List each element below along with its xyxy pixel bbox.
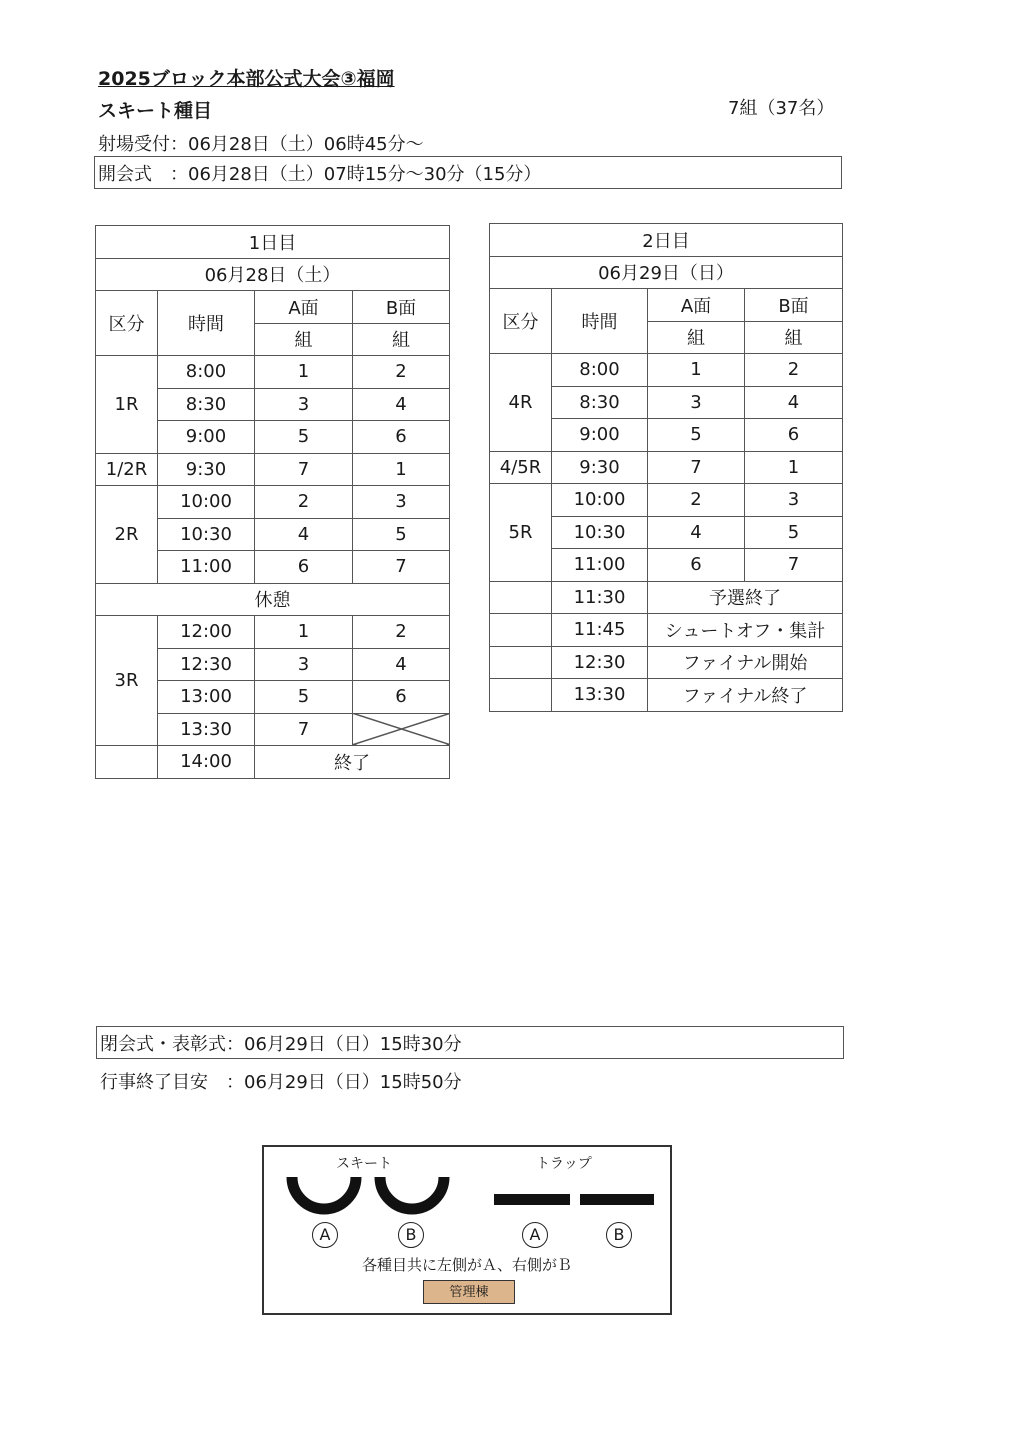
group-b-cell: 5	[353, 518, 450, 551]
trap-b-marker: B	[606, 1222, 632, 1248]
day1-title: 1日目	[96, 226, 450, 259]
time-cell: 13:00	[158, 681, 255, 714]
group-b-cell: 3	[745, 484, 843, 517]
skeet-b-marker: B	[398, 1222, 424, 1248]
empty-cell	[490, 679, 552, 712]
group-a-cell: 1	[255, 616, 353, 649]
header-b-face: B面	[353, 291, 450, 324]
group-a-cell: 6	[648, 549, 745, 582]
group-b-cell: 6	[353, 681, 450, 714]
header-a-face: A面	[648, 289, 745, 322]
break-row	[96, 583, 450, 616]
end-label: 終了	[255, 746, 450, 779]
time-cell: 13:30	[552, 679, 648, 712]
time-cell: 10:00	[158, 486, 255, 519]
legend-note: 各種目共に左側がＡ、右側がＢ	[361, 1256, 572, 1274]
time-cell: 12:30	[158, 648, 255, 681]
empty-cell	[490, 614, 552, 647]
crossed-out-cell	[353, 713, 450, 746]
closing-ceremony	[96, 1026, 844, 1059]
group-b-cell: 1	[353, 453, 450, 486]
group-b-cell: 3	[353, 486, 450, 519]
group-b-cell: 4	[353, 648, 450, 681]
group-b-cell: 5	[745, 516, 843, 549]
group-a-cell: 5	[255, 681, 353, 714]
round-label: 1/2R	[96, 453, 158, 486]
opening-ceremony-text: 開会式 ：06月28日（土）07時15分～30分（15分）	[98, 163, 542, 185]
group-a-cell: 3	[255, 648, 353, 681]
group-b-cell: 2	[353, 356, 450, 389]
time-cell: 9:00	[552, 419, 648, 452]
header-time: 時間	[552, 289, 648, 354]
time-cell: 10:30	[552, 516, 648, 549]
time-cell: 8:00	[158, 356, 255, 389]
table-row	[96, 356, 450, 389]
table-row	[490, 354, 843, 387]
event-row	[490, 679, 843, 712]
time-cell: 9:30	[158, 453, 255, 486]
time-cell: 8:30	[158, 388, 255, 421]
table-row	[96, 453, 450, 486]
opening-ceremony	[94, 156, 842, 189]
day1-schedule-table	[95, 225, 450, 779]
group-b-cell: 6	[353, 421, 450, 454]
group-a-cell: 3	[255, 388, 353, 421]
group-b-cell: 2	[745, 354, 843, 387]
admin-building-label: 管理棟	[423, 1280, 515, 1304]
round-label: 1R	[96, 356, 158, 454]
group-a-cell: 3	[648, 386, 745, 419]
time-cell: 9:30	[552, 451, 648, 484]
header-group-b: 組	[745, 321, 843, 354]
group-a-cell: 5	[255, 421, 353, 454]
group-a-cell: 7	[255, 713, 353, 746]
table-row	[490, 484, 843, 517]
time-cell: 13:30	[158, 713, 255, 746]
header-b-face: B面	[745, 289, 843, 322]
break-label: 休憩	[96, 583, 450, 616]
group-a-cell: 4	[255, 518, 353, 551]
header-group-b: 組	[353, 323, 450, 356]
group-b-cell: 7	[353, 551, 450, 584]
header-group-a: 組	[648, 321, 745, 354]
group-a-cell: 1	[648, 354, 745, 387]
closing-ceremony-text: 閉会式・表彰式：06月29日（日）15時30分	[100, 1033, 462, 1055]
group-a-cell: 6	[255, 551, 353, 584]
day2-schedule-table	[489, 223, 843, 712]
event-end-time: 行事終了目安 ：06月29日（日）15時50分	[100, 1072, 462, 1093]
trap-a-field-icon	[494, 1194, 570, 1205]
group-b-cell: 2	[353, 616, 450, 649]
event-row	[490, 581, 843, 614]
event-label: ファイナル終了	[648, 679, 843, 712]
skeet-label: スキート	[336, 1156, 392, 1172]
round-label: 4R	[490, 354, 552, 452]
header-group-a: 組	[255, 323, 353, 356]
header-category: 区分	[96, 291, 158, 356]
time-cell: 9:00	[158, 421, 255, 454]
time-cell: 11:30	[552, 581, 648, 614]
table-row	[490, 451, 843, 484]
time-cell: 8:30	[552, 386, 648, 419]
group-b-cell: 7	[745, 549, 843, 582]
group-b-cell: 1	[745, 451, 843, 484]
group-b-cell: 4	[353, 388, 450, 421]
time-cell: 11:00	[158, 551, 255, 584]
event-label: 予選終了	[648, 581, 843, 614]
empty-cell	[490, 581, 552, 614]
skeet-a-marker: A	[312, 1222, 338, 1248]
round-label: 5R	[490, 484, 552, 582]
time-cell: 8:00	[552, 354, 648, 387]
event-row	[490, 646, 843, 679]
time-cell: 11:00	[552, 549, 648, 582]
range-layout-legend	[262, 1145, 672, 1315]
day2-title: 2日目	[490, 224, 843, 257]
header-a-face: A面	[255, 291, 353, 324]
reception-time: 射場受付：06月28日（土）06時45分～	[98, 134, 424, 155]
group-a-cell: 2	[255, 486, 353, 519]
time-cell: 11:45	[552, 614, 648, 647]
group-a-cell: 1	[255, 356, 353, 389]
group-a-cell: 4	[648, 516, 745, 549]
time-cell: 12:30	[552, 646, 648, 679]
time-cell: 12:00	[158, 616, 255, 649]
group-b-cell: 4	[745, 386, 843, 419]
header-time: 時間	[158, 291, 255, 356]
event-label: ファイナル開始	[648, 646, 843, 679]
skeet-b-field-icon	[380, 1177, 444, 1209]
event-row	[490, 614, 843, 647]
trap-a-marker: A	[522, 1222, 548, 1248]
end-row	[96, 746, 450, 779]
empty-cell	[490, 646, 552, 679]
group-a-cell: 2	[648, 484, 745, 517]
group-count: 7組（37名）	[728, 98, 835, 119]
empty-cell	[96, 746, 158, 779]
trap-b-field-icon	[580, 1194, 654, 1205]
document-title: 2025ブロック本部公式大会③福岡	[98, 68, 395, 90]
time-cell: 10:30	[158, 518, 255, 551]
time-cell: 14:00	[158, 746, 255, 779]
round-label: 2R	[96, 486, 158, 584]
round-label: 3R	[96, 616, 158, 746]
table-row	[96, 616, 450, 649]
round-label: 4/5R	[490, 451, 552, 484]
table-row	[96, 486, 450, 519]
trap-label: トラップ	[536, 1156, 592, 1172]
group-b-cell: 6	[745, 419, 843, 452]
group-a-cell: 7	[255, 453, 353, 486]
header-category: 区分	[490, 289, 552, 354]
day1-date: 06月28日（土）	[96, 258, 450, 291]
group-a-cell: 5	[648, 419, 745, 452]
event-label: シュートオフ・集計	[648, 614, 843, 647]
group-a-cell: 7	[648, 451, 745, 484]
event-type: スキート種目	[98, 100, 213, 122]
time-cell: 10:00	[552, 484, 648, 517]
day2-date: 06月29日（日）	[490, 256, 843, 289]
skeet-a-field-icon	[292, 1177, 356, 1209]
